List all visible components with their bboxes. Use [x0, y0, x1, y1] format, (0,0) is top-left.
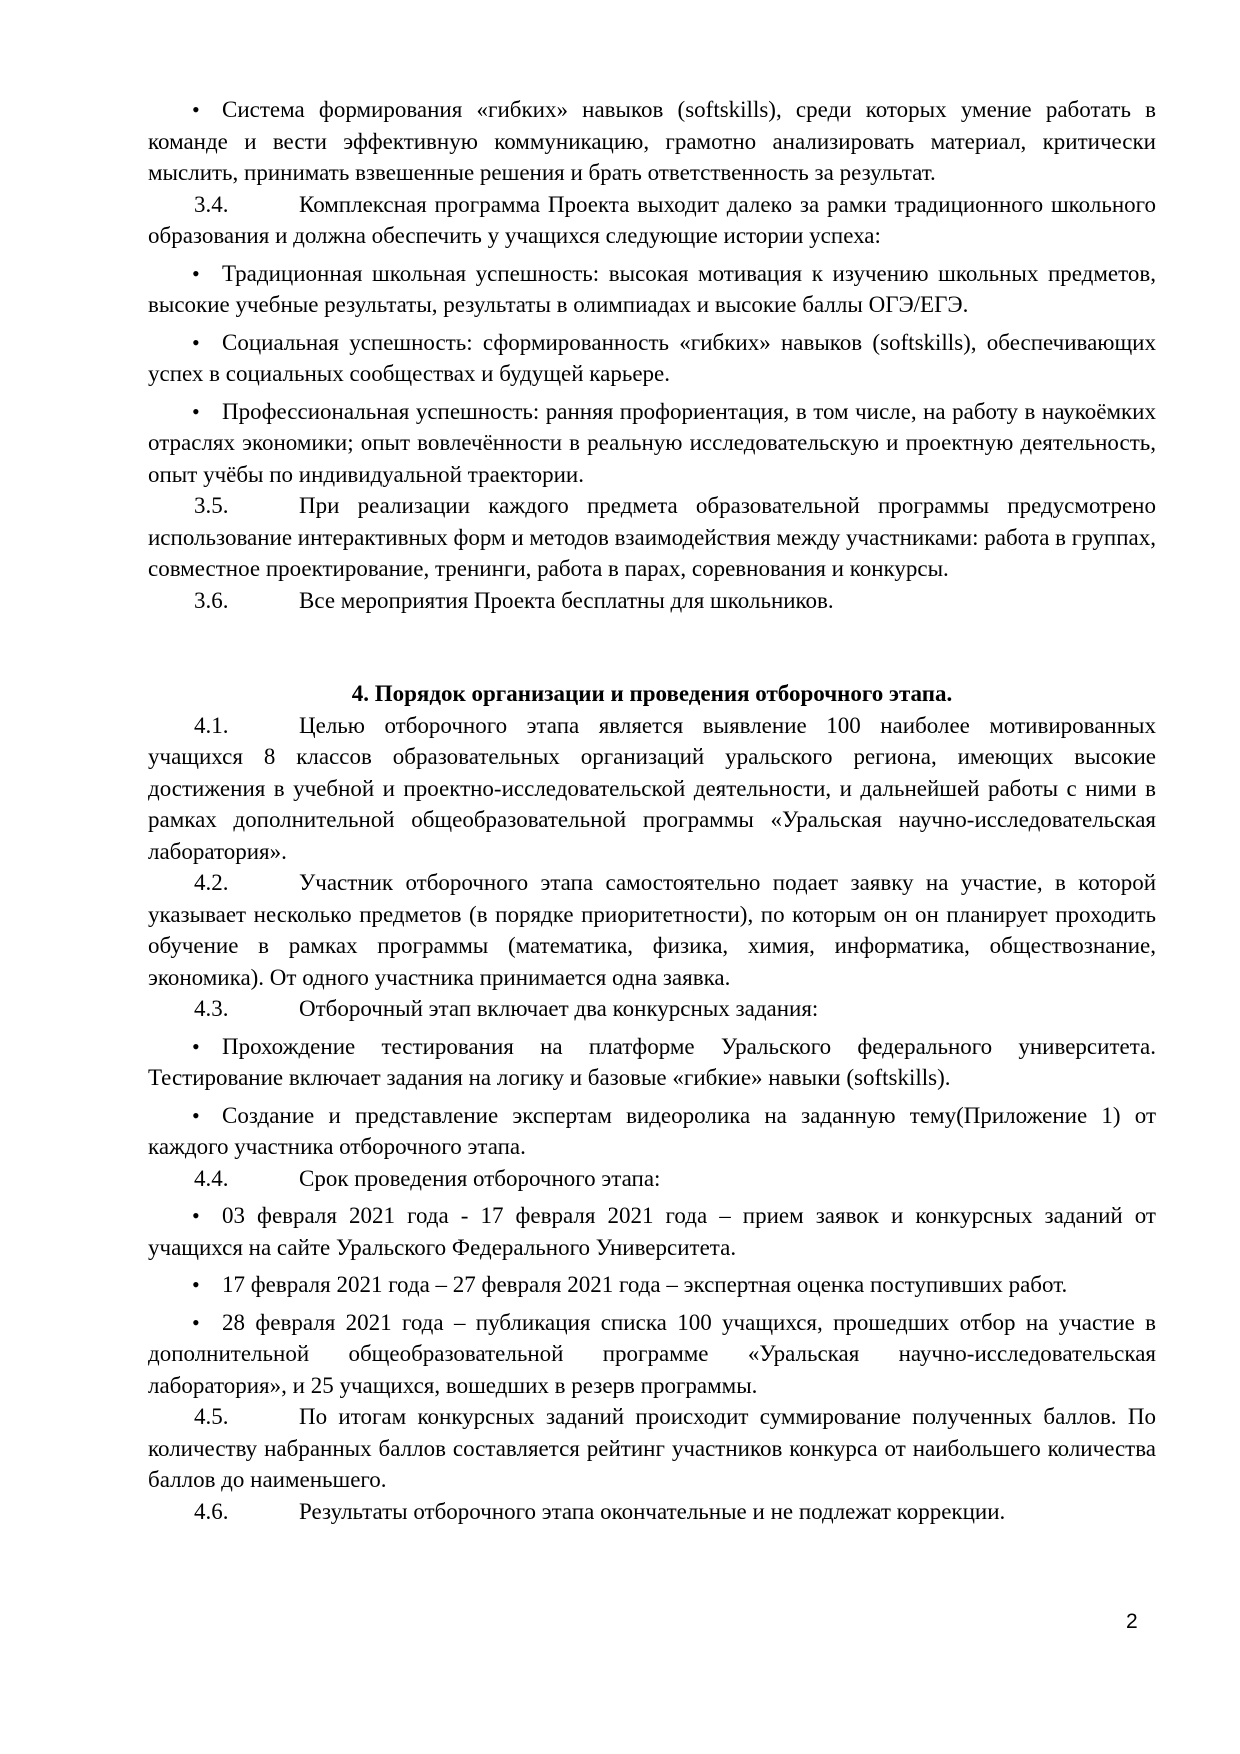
clause-text: Все мероприятия Проекта бесплатны для школьников.	[299, 587, 834, 613]
clause-text: Целью отборочного этапа является выявление 100 наиболее мотивированных учащихся 8 классов образовательных организаций уральского региона, имеющих высокие достижения в учебной и проектно-исследовательской деятельности, и дальнейшей работы с ними в рамках дополнительной общеобразовательной программы «Уральская научно-исследовательская лаборатория».	[148, 712, 1156, 864]
section-3-continued	[148, 88, 1156, 616]
bullet-item: • 17 февраля 2021 года – 27 февраля 2021 года – экспертная оценка поступивших работ.	[148, 1269, 1156, 1301]
numbered-clause	[148, 993, 1156, 1025]
clause-number: 4.3.	[194, 996, 229, 1021]
clause-text: Результаты отборочного этапа окончательные и не подлежат коррекции.	[299, 1498, 1006, 1524]
bullet-item: • Система формирования «гибких» навыков (softskills), среди которых умение работать в команде и вести эффективную коммуникацию, грамотно анализировать материал, критически мыслить, принимать взвешенные решения и брать ответственность за результат.	[148, 94, 1156, 189]
clause-text: При реализации каждого предмета образовательной программы предусмотрено использование интерактивных форм и методов взаимодействия между участниками: работа в группах, совместное проектирование, тренинги, работа в парах, соревнования и конкурсы.	[148, 493, 1156, 581]
section-4-body	[148, 710, 1156, 1528]
clause-number: 3.6.	[194, 587, 229, 613]
bullet-item: • Традиционная школьная успешность: высокая мотивация к изучению школьных предметов, высокие учебные результаты, результаты в олимпиадах и высокие баллы ОГЭ/ЕГЭ.	[148, 258, 1156, 321]
numbered-clause	[148, 585, 1156, 617]
clause-number: 4.6.	[194, 1498, 229, 1524]
clause-number: 4.4.	[194, 1165, 229, 1191]
numbered-clause	[148, 710, 1156, 868]
section-4-heading: 4. Порядок организации и проведения отборочного этапа.	[351, 681, 953, 706]
bullet-item: • Создание и представление экспертам видеоролика на заданную тему(Приложение 1) от каждого участника отборочного этапа.	[148, 1100, 1156, 1163]
clause-number: 3.4.	[194, 191, 229, 217]
numbered-clause	[148, 1496, 1156, 1528]
clause-number: 4.2.	[194, 870, 229, 895]
clause-text: Срок проведения отборочного этапа:	[299, 1165, 661, 1191]
bullet-item: • Профессиональная успешность: ранняя профориентация, в том числе, на работу в наукоёмких отраслях экономики; опыт вовлечённости в реальную исследовательскую и проектную деятельность, опыт учёбы по индивидуальной траектории.	[148, 396, 1156, 491]
clause-number: 4.1.	[194, 712, 229, 738]
clause-text: Отборочный этап включает два конкурсных задания:	[299, 996, 819, 1021]
page-content	[148, 88, 1156, 1527]
bullet-item: • Социальная успешность: сформированность «гибких» навыков (softskills), обеспечивающих успех в социальных сообществах и будущей карьере.	[148, 327, 1156, 390]
numbered-clause	[148, 1163, 1156, 1195]
numbered-clause	[148, 490, 1156, 585]
numbered-clause	[148, 1401, 1156, 1496]
bullet-item: • Прохождение тестирования на платформе Уральского федерального университета. Тестирование включает задания на логику и базовые «гибкие» навыки (softskills).	[148, 1031, 1156, 1094]
numbered-clause	[148, 189, 1156, 252]
clause-text: По итогам конкурсных заданий происходит суммирование полученных баллов. По количеству набранных баллов составляется рейтинг участников конкурса от наибольшего количества баллов до наименьшего.	[148, 1404, 1156, 1492]
bullet-item: • 28 февраля 2021 года – публикация списка 100 учащихся, прошедших отбор на участие в дополнительной общеобразовательной программе «Уральская научно-исследовательская лаборатория», и 25 учащихся, вошедших в резерв программы.	[148, 1307, 1156, 1402]
clause-text: Участник отборочного этапа самостоятельно подает заявку на участие, в которой указывает несколько предметов (в порядке приоритетности), по которым он он планирует проходить обучение в рамках программы (математика, физика, химия, информатика, обществознание, экономика). От одного участника принимается одна заявка.	[148, 870, 1156, 990]
bullet-item: • 03 февраля 2021 года - 17 февраля 2021 года – прием заявок и конкурсных заданий от учащихся на сайте Уральского Федерального Университета.	[148, 1200, 1156, 1263]
clause-number: 3.5.	[194, 493, 229, 518]
page-number: 2	[1126, 1610, 1138, 1633]
clause-text: Комплексная программа Проекта выходит далеко за рамки традиционного школьного образования и должна обеспечить у учащихся следующие истории успеха:	[148, 191, 1156, 248]
clause-number: 4.5.	[194, 1404, 229, 1429]
numbered-clause	[148, 867, 1156, 993]
